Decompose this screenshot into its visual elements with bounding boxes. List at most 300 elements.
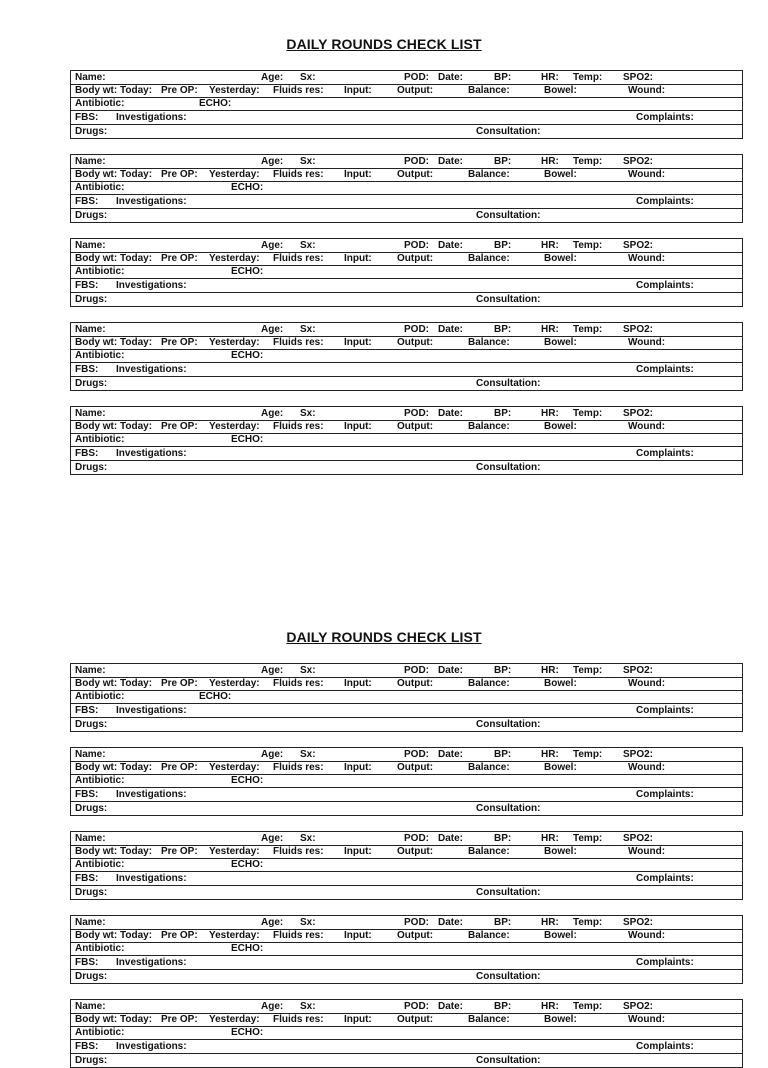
label-investigations: Investigations:	[116, 196, 187, 207]
label-consultation: Consultation:	[476, 719, 541, 730]
row-fluids	[71, 761, 742, 775]
label-body-wt: Body wt: Today:	[75, 1014, 153, 1025]
label-echo: ECHO:	[231, 266, 264, 277]
label-input: Input:	[344, 762, 372, 773]
row-investigations	[71, 704, 742, 718]
label-name: Name:	[75, 749, 106, 760]
label-sx: Sx:	[300, 240, 316, 251]
label-fluids-res: Fluids res:	[273, 762, 324, 773]
label-temp: Temp:	[573, 156, 603, 167]
label-balance: Balance:	[468, 85, 510, 96]
patient-card	[70, 70, 743, 139]
row-antibiotic	[71, 858, 742, 872]
row-drugs	[71, 1054, 742, 1067]
label-hr: HR:	[541, 749, 559, 760]
label-bowel: Bowel:	[544, 253, 577, 264]
label-complaints: Complaints:	[636, 957, 694, 968]
label-temp: Temp:	[573, 917, 603, 928]
label-temp: Temp:	[573, 72, 603, 83]
label-investigations: Investigations:	[116, 789, 187, 800]
label-temp: Temp:	[573, 324, 603, 335]
label-investigations: Investigations:	[116, 873, 187, 884]
label-age: Age:	[261, 749, 284, 760]
row-fluids	[71, 336, 742, 350]
label-investigations: Investigations:	[116, 364, 187, 375]
label-pod: POD:	[404, 408, 429, 419]
label-date: Date:	[438, 749, 464, 760]
label-age: Age:	[261, 917, 284, 928]
label-fluids-res: Fluids res:	[273, 421, 324, 432]
row-vitals	[71, 748, 742, 762]
label-name: Name:	[75, 240, 106, 251]
row-investigations	[71, 363, 742, 377]
label-investigations: Investigations:	[116, 705, 187, 716]
label-fbs: FBS:	[75, 1041, 99, 1052]
label-pod: POD:	[404, 240, 429, 251]
label-name: Name:	[75, 833, 106, 844]
row-investigations	[71, 788, 742, 802]
row-fluids	[71, 677, 742, 691]
label-name: Name:	[75, 72, 106, 83]
label-age: Age:	[261, 240, 284, 251]
label-pod: POD:	[404, 833, 429, 844]
label-sx: Sx:	[300, 749, 316, 760]
label-balance: Balance:	[468, 337, 510, 348]
row-antibiotic	[71, 942, 742, 956]
label-temp: Temp:	[573, 408, 603, 419]
label-wound: Wound:	[628, 421, 666, 432]
label-fbs: FBS:	[75, 957, 99, 968]
label-hr: HR:	[541, 1001, 559, 1012]
label-drugs: Drugs:	[75, 462, 108, 473]
label-bp: BP:	[494, 1001, 512, 1012]
label-age: Age:	[261, 833, 284, 844]
label-age: Age:	[261, 156, 284, 167]
row-vitals	[71, 239, 742, 253]
label-echo: ECHO:	[231, 943, 264, 954]
label-complaints: Complaints:	[636, 364, 694, 375]
label-pre-op: Pre OP:	[161, 1014, 198, 1025]
label-age: Age:	[261, 665, 284, 676]
label-name: Name:	[75, 324, 106, 335]
label-sx: Sx:	[300, 917, 316, 928]
patient-card	[70, 238, 743, 307]
label-yesterday: Yesterday:	[209, 337, 260, 348]
label-bowel: Bowel:	[544, 1014, 577, 1025]
row-drugs	[71, 802, 742, 815]
label-pod: POD:	[404, 1001, 429, 1012]
label-yesterday: Yesterday:	[209, 253, 260, 264]
label-fbs: FBS:	[75, 789, 99, 800]
label-spo2: SPO2:	[623, 833, 654, 844]
label-antibiotic: Antibiotic:	[75, 182, 125, 193]
label-wound: Wound:	[628, 678, 666, 689]
label-temp: Temp:	[573, 833, 603, 844]
label-fbs: FBS:	[75, 112, 99, 123]
row-drugs	[71, 209, 742, 222]
label-input: Input:	[344, 930, 372, 941]
label-hr: HR:	[541, 240, 559, 251]
label-drugs: Drugs:	[75, 126, 108, 137]
label-echo: ECHO:	[231, 859, 264, 870]
label-antibiotic: Antibiotic:	[75, 691, 125, 702]
label-balance: Balance:	[468, 1014, 510, 1025]
label-complaints: Complaints:	[636, 448, 694, 459]
label-spo2: SPO2:	[623, 665, 654, 676]
row-fluids	[71, 168, 742, 182]
label-temp: Temp:	[573, 240, 603, 251]
row-fluids	[71, 84, 742, 98]
label-drugs: Drugs:	[75, 1055, 108, 1066]
label-temp: Temp:	[573, 665, 603, 676]
label-antibiotic: Antibiotic:	[75, 266, 125, 277]
patient-card	[70, 999, 743, 1068]
label-hr: HR:	[541, 917, 559, 928]
label-pre-op: Pre OP:	[161, 762, 198, 773]
label-antibiotic: Antibiotic:	[75, 1027, 125, 1038]
label-bowel: Bowel:	[544, 846, 577, 857]
label-wound: Wound:	[628, 930, 666, 941]
row-vitals	[71, 916, 742, 930]
label-body-wt: Body wt: Today:	[75, 85, 153, 96]
label-pre-op: Pre OP:	[161, 85, 198, 96]
label-date: Date:	[438, 917, 464, 928]
label-spo2: SPO2:	[623, 917, 654, 928]
label-bowel: Bowel:	[544, 678, 577, 689]
patient-card	[70, 663, 743, 732]
row-drugs	[71, 461, 742, 474]
row-vitals	[71, 407, 742, 421]
label-body-wt: Body wt: Today:	[75, 678, 153, 689]
label-yesterday: Yesterday:	[209, 846, 260, 857]
label-consultation: Consultation:	[476, 803, 541, 814]
label-wound: Wound:	[628, 85, 666, 96]
row-investigations	[71, 447, 742, 461]
label-balance: Balance:	[468, 253, 510, 264]
label-fluids-res: Fluids res:	[273, 85, 324, 96]
label-date: Date:	[438, 833, 464, 844]
label-input: Input:	[344, 846, 372, 857]
label-consultation: Consultation:	[476, 126, 541, 137]
label-input: Input:	[344, 678, 372, 689]
label-pod: POD:	[404, 72, 429, 83]
row-vitals	[71, 1000, 742, 1014]
label-date: Date:	[438, 156, 464, 167]
label-echo: ECHO:	[199, 98, 232, 109]
label-name: Name:	[75, 917, 106, 928]
label-spo2: SPO2:	[623, 749, 654, 760]
patient-card	[70, 154, 743, 223]
label-sx: Sx:	[300, 324, 316, 335]
label-yesterday: Yesterday:	[209, 421, 260, 432]
label-bp: BP:	[494, 665, 512, 676]
row-antibiotic	[71, 349, 742, 363]
label-body-wt: Body wt: Today:	[75, 421, 153, 432]
label-antibiotic: Antibiotic:	[75, 98, 125, 109]
label-complaints: Complaints:	[636, 705, 694, 716]
label-output: Output:	[397, 85, 434, 96]
label-consultation: Consultation:	[476, 971, 541, 982]
label-body-wt: Body wt: Today:	[75, 846, 153, 857]
row-antibiotic	[71, 433, 742, 447]
label-drugs: Drugs:	[75, 294, 108, 305]
row-investigations	[71, 111, 742, 125]
label-bp: BP:	[494, 156, 512, 167]
label-bowel: Bowel:	[544, 169, 577, 180]
row-drugs	[71, 886, 742, 899]
label-date: Date:	[438, 240, 464, 251]
label-body-wt: Body wt: Today:	[75, 169, 153, 180]
label-bp: BP:	[494, 324, 512, 335]
label-bp: BP:	[494, 72, 512, 83]
row-vitals	[71, 71, 742, 85]
label-input: Input:	[344, 1014, 372, 1025]
label-bp: BP:	[494, 408, 512, 419]
label-antibiotic: Antibiotic:	[75, 859, 125, 870]
label-bowel: Bowel:	[544, 85, 577, 96]
row-drugs	[71, 970, 742, 983]
label-input: Input:	[344, 421, 372, 432]
label-fluids-res: Fluids res:	[273, 169, 324, 180]
row-fluids	[71, 420, 742, 434]
label-body-wt: Body wt: Today:	[75, 337, 153, 348]
row-investigations	[71, 195, 742, 209]
label-body-wt: Body wt: Today:	[75, 930, 153, 941]
row-fluids	[71, 1013, 742, 1027]
label-investigations: Investigations:	[116, 448, 187, 459]
label-drugs: Drugs:	[75, 887, 108, 898]
label-echo: ECHO:	[231, 182, 264, 193]
label-bowel: Bowel:	[544, 930, 577, 941]
label-complaints: Complaints:	[636, 1041, 694, 1052]
label-output: Output:	[397, 337, 434, 348]
label-bp: BP:	[494, 917, 512, 928]
label-fluids-res: Fluids res:	[273, 337, 324, 348]
label-pre-op: Pre OP:	[161, 421, 198, 432]
label-spo2: SPO2:	[623, 156, 654, 167]
label-balance: Balance:	[468, 169, 510, 180]
label-antibiotic: Antibiotic:	[75, 350, 125, 361]
label-name: Name:	[75, 665, 106, 676]
label-output: Output:	[397, 1014, 434, 1025]
label-output: Output:	[397, 678, 434, 689]
label-sx: Sx:	[300, 1001, 316, 1012]
label-yesterday: Yesterday:	[209, 85, 260, 96]
label-input: Input:	[344, 85, 372, 96]
row-fluids	[71, 252, 742, 266]
label-body-wt: Body wt: Today:	[75, 762, 153, 773]
label-spo2: SPO2:	[623, 324, 654, 335]
row-antibiotic	[71, 97, 742, 111]
label-output: Output:	[397, 169, 434, 180]
patient-card	[70, 322, 743, 391]
page-title: DAILY ROUNDS CHECK LIST	[286, 629, 482, 645]
label-pre-op: Pre OP:	[161, 169, 198, 180]
row-antibiotic	[71, 1026, 742, 1040]
label-temp: Temp:	[573, 1001, 603, 1012]
label-pre-op: Pre OP:	[161, 846, 198, 857]
label-pre-op: Pre OP:	[161, 930, 198, 941]
label-pod: POD:	[404, 665, 429, 676]
label-fbs: FBS:	[75, 196, 99, 207]
label-age: Age:	[261, 72, 284, 83]
row-vitals	[71, 323, 742, 337]
row-investigations	[71, 279, 742, 293]
label-output: Output:	[397, 253, 434, 264]
row-antibiotic	[71, 690, 742, 704]
label-echo: ECHO:	[231, 775, 264, 786]
label-wound: Wound:	[628, 846, 666, 857]
label-fbs: FBS:	[75, 873, 99, 884]
label-balance: Balance:	[468, 678, 510, 689]
row-drugs	[71, 377, 742, 390]
label-bowel: Bowel:	[544, 421, 577, 432]
label-pod: POD:	[404, 156, 429, 167]
label-spo2: SPO2:	[623, 72, 654, 83]
label-date: Date:	[438, 1001, 464, 1012]
row-fluids	[71, 845, 742, 859]
label-consultation: Consultation:	[476, 1055, 541, 1066]
row-vitals	[71, 155, 742, 169]
label-spo2: SPO2:	[623, 240, 654, 251]
label-fbs: FBS:	[75, 705, 99, 716]
label-sx: Sx:	[300, 156, 316, 167]
label-investigations: Investigations:	[116, 957, 187, 968]
label-echo: ECHO:	[199, 691, 232, 702]
label-fluids-res: Fluids res:	[273, 930, 324, 941]
label-yesterday: Yesterday:	[209, 678, 260, 689]
label-wound: Wound:	[628, 1014, 666, 1025]
label-fluids-res: Fluids res:	[273, 678, 324, 689]
label-echo: ECHO:	[231, 1027, 264, 1038]
label-name: Name:	[75, 408, 106, 419]
row-antibiotic	[71, 181, 742, 195]
label-balance: Balance:	[468, 846, 510, 857]
label-wound: Wound:	[628, 253, 666, 264]
label-name: Name:	[75, 1001, 106, 1012]
label-body-wt: Body wt: Today:	[75, 253, 153, 264]
label-consultation: Consultation:	[476, 462, 541, 473]
label-yesterday: Yesterday:	[209, 1014, 260, 1025]
label-wound: Wound:	[628, 762, 666, 773]
label-complaints: Complaints:	[636, 196, 694, 207]
label-hr: HR:	[541, 665, 559, 676]
row-investigations	[71, 872, 742, 886]
label-fluids-res: Fluids res:	[273, 1014, 324, 1025]
label-spo2: SPO2:	[623, 408, 654, 419]
label-output: Output:	[397, 762, 434, 773]
label-date: Date:	[438, 324, 464, 335]
label-echo: ECHO:	[231, 350, 264, 361]
patient-card	[70, 831, 743, 900]
row-fluids	[71, 929, 742, 943]
page-title: DAILY ROUNDS CHECK LIST	[286, 36, 482, 52]
label-age: Age:	[261, 324, 284, 335]
label-complaints: Complaints:	[636, 789, 694, 800]
row-vitals	[71, 664, 742, 678]
label-yesterday: Yesterday:	[209, 930, 260, 941]
row-antibiotic	[71, 265, 742, 279]
label-echo: ECHO:	[231, 434, 264, 445]
label-output: Output:	[397, 421, 434, 432]
label-balance: Balance:	[468, 762, 510, 773]
label-antibiotic: Antibiotic:	[75, 775, 125, 786]
label-consultation: Consultation:	[476, 887, 541, 898]
label-drugs: Drugs:	[75, 803, 108, 814]
label-pod: POD:	[404, 917, 429, 928]
label-age: Age:	[261, 408, 284, 419]
label-complaints: Complaints:	[636, 280, 694, 291]
row-drugs	[71, 293, 742, 306]
label-drugs: Drugs:	[75, 210, 108, 221]
label-output: Output:	[397, 930, 434, 941]
label-consultation: Consultation:	[476, 294, 541, 305]
label-pre-op: Pre OP:	[161, 678, 198, 689]
label-pre-op: Pre OP:	[161, 253, 198, 264]
label-input: Input:	[344, 169, 372, 180]
label-consultation: Consultation:	[476, 378, 541, 389]
label-yesterday: Yesterday:	[209, 762, 260, 773]
label-drugs: Drugs:	[75, 719, 108, 730]
label-balance: Balance:	[468, 421, 510, 432]
label-temp: Temp:	[573, 749, 603, 760]
row-antibiotic	[71, 774, 742, 788]
patient-card	[70, 747, 743, 816]
label-input: Input:	[344, 253, 372, 264]
label-investigations: Investigations:	[116, 112, 187, 123]
patient-card	[70, 406, 743, 475]
row-investigations	[71, 956, 742, 970]
label-hr: HR:	[541, 72, 559, 83]
label-pod: POD:	[404, 749, 429, 760]
label-date: Date:	[438, 72, 464, 83]
label-date: Date:	[438, 408, 464, 419]
label-bp: BP:	[494, 833, 512, 844]
label-investigations: Investigations:	[116, 280, 187, 291]
label-sx: Sx:	[300, 665, 316, 676]
label-input: Input:	[344, 337, 372, 348]
row-investigations	[71, 1040, 742, 1054]
label-bp: BP:	[494, 749, 512, 760]
label-complaints: Complaints:	[636, 873, 694, 884]
label-fluids-res: Fluids res:	[273, 253, 324, 264]
label-fbs: FBS:	[75, 280, 99, 291]
label-antibiotic: Antibiotic:	[75, 434, 125, 445]
label-sx: Sx:	[300, 833, 316, 844]
label-sx: Sx:	[300, 408, 316, 419]
label-fbs: FBS:	[75, 364, 99, 375]
label-name: Name:	[75, 156, 106, 167]
label-output: Output:	[397, 846, 434, 857]
label-fbs: FBS:	[75, 448, 99, 459]
label-hr: HR:	[541, 408, 559, 419]
label-spo2: SPO2:	[623, 1001, 654, 1012]
label-bowel: Bowel:	[544, 762, 577, 773]
label-fluids-res: Fluids res:	[273, 846, 324, 857]
label-bp: BP:	[494, 240, 512, 251]
label-consultation: Consultation:	[476, 210, 541, 221]
label-date: Date:	[438, 665, 464, 676]
label-sx: Sx:	[300, 72, 316, 83]
label-antibiotic: Antibiotic:	[75, 943, 125, 954]
row-vitals	[71, 832, 742, 846]
label-wound: Wound:	[628, 169, 666, 180]
label-investigations: Investigations:	[116, 1041, 187, 1052]
label-yesterday: Yesterday:	[209, 169, 260, 180]
label-hr: HR:	[541, 156, 559, 167]
label-hr: HR:	[541, 833, 559, 844]
label-bowel: Bowel:	[544, 337, 577, 348]
